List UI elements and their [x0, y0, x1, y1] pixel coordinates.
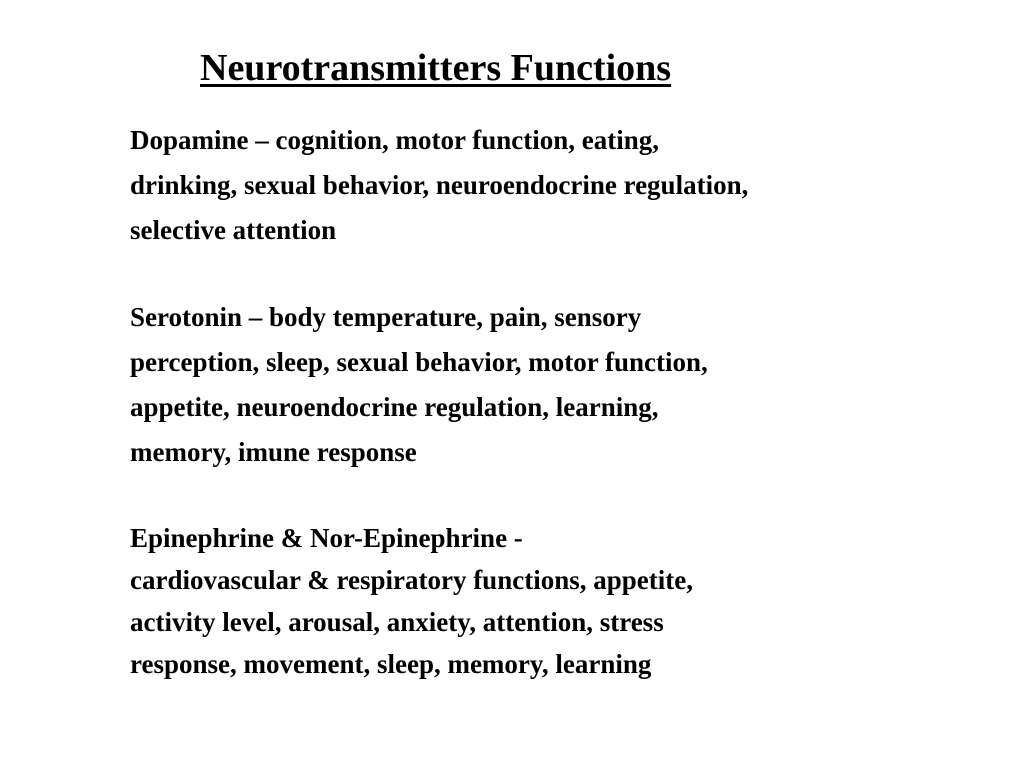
- epinephrine-block: [130, 517, 693, 685]
- dopamine-block: [130, 118, 748, 253]
- serotonin-line-4: memory, imune response: [130, 437, 417, 467]
- epinephrine-line-1: Epinephrine & Nor-Epinephrine -: [130, 523, 523, 553]
- dopamine-line-1: Dopamine – cognition, motor function, eating,: [130, 125, 660, 155]
- serotonin-block: [130, 295, 708, 475]
- dopamine-line-3: selective attention: [130, 215, 337, 245]
- dopamine-line-2: drinking, sexual behavior, neuroendocrine regulation,: [130, 170, 749, 200]
- epinephrine-line-3: activity level, arousal, anxiety, attention, stress: [130, 607, 664, 637]
- serotonin-line-1: Serotonin – body temperature, pain, sensory: [130, 302, 642, 332]
- serotonin-line-2: perception, sleep, sexual behavior, motor function,: [130, 347, 708, 377]
- slide-title: Neurotransmitters Functions: [200, 47, 672, 89]
- serotonin-line-3: appetite, neuroendocrine regulation, learning,: [130, 392, 659, 422]
- epinephrine-line-2: cardiovascular & respiratory functions, appetite,: [130, 565, 693, 595]
- epinephrine-line-4: response, movement, sleep, memory, learning: [130, 649, 652, 679]
